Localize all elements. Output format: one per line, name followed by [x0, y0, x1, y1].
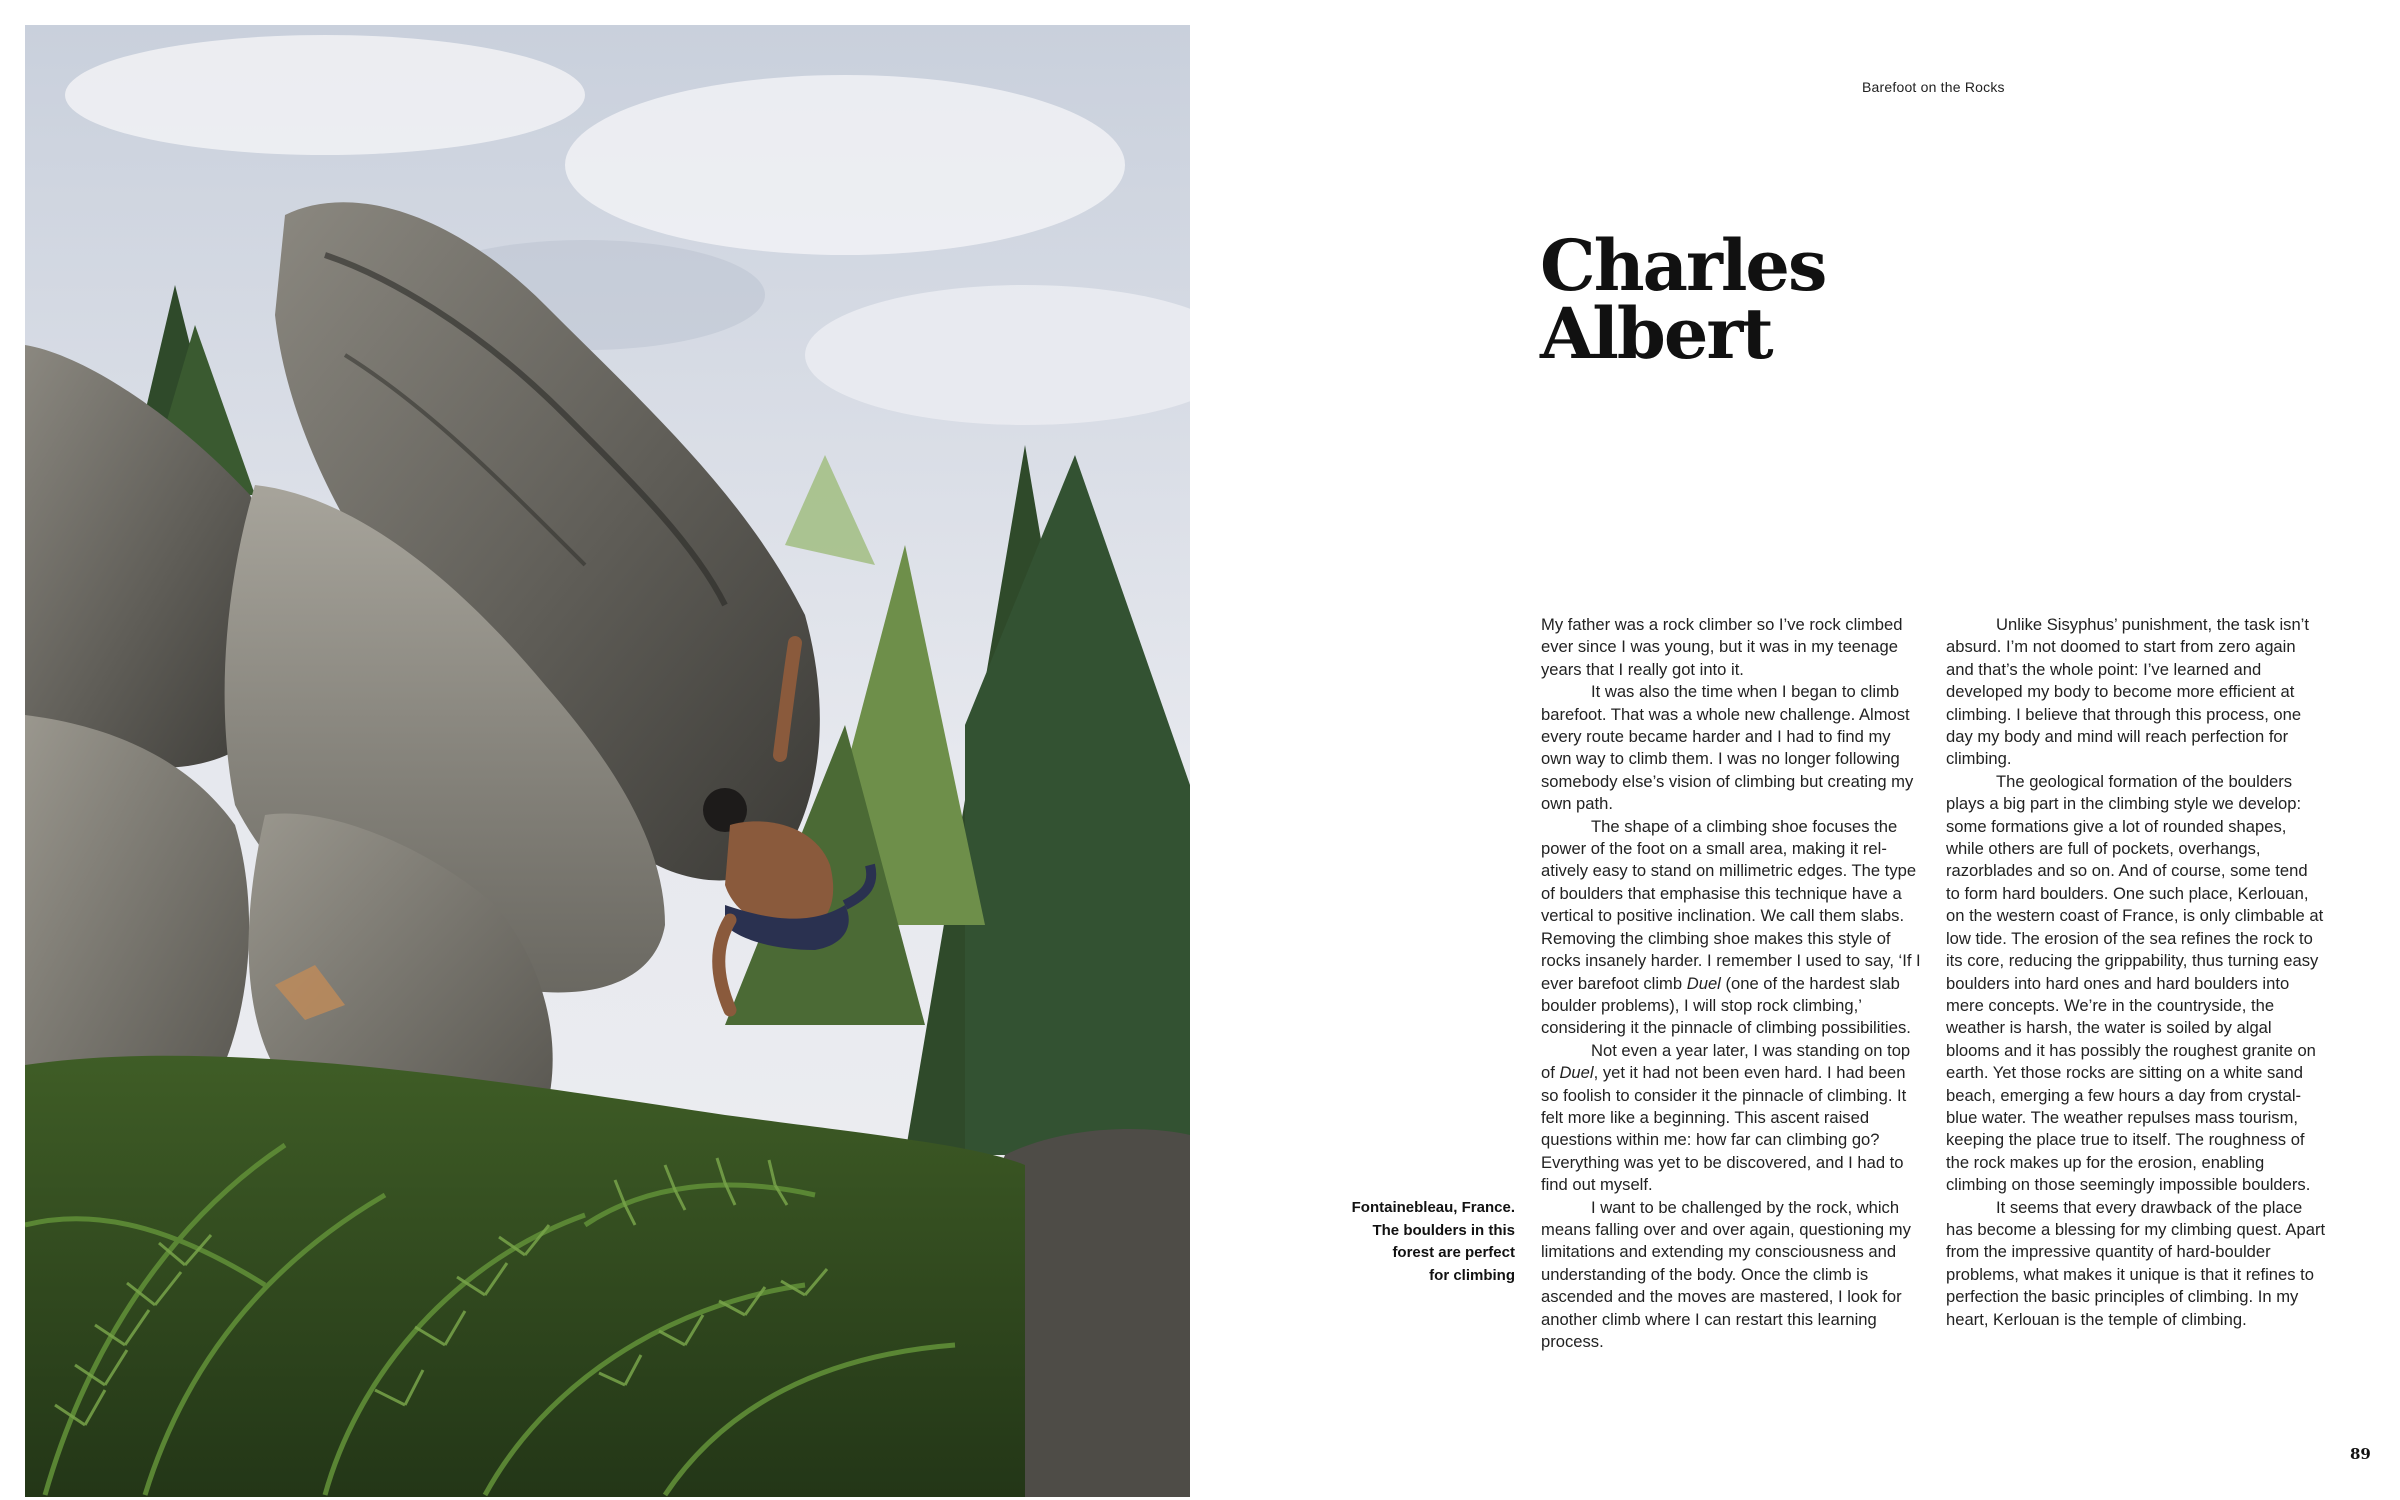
paragraph: Unlike Sisyphus’ punishment, the task isn’t absurd. I’m not doomed to start from zero again and that’s the whole point: I’ve learned and developed my body to become more efficient at climbing. I believe that through this process, one day my body and mind will reach perfection for climbing. — [1946, 615, 2309, 769]
body-column-left — [1541, 614, 1921, 1353]
paragraph-text: Not even a year later, I was standing on top of — [1541, 1040, 1911, 1083]
caption-line: for climbing — [1429, 1266, 1515, 1284]
title-line-first-name: Charles — [1540, 224, 1826, 307]
paragraph: I want to be challenged by the rock, which means falling over and over again, questioning my limitations and extending my consciousness and understanding of the body. Once the climb is ascended and the moves are mastered, I look for another climb where I can restart this learning process. — [1541, 1197, 1911, 1351]
bouldering-photo — [25, 25, 1190, 1497]
paragraph-text: , yet it had not been even hard. I had been so foolish to consider it the pinnacle of climbing. It felt more like a beginning. This ascent raised questions within me: how far can climbing go? Everything was yet to be discovered, and I had to find out myself. — [1541, 1063, 1907, 1195]
paragraph-text: (one of the hardest slab boulder problems), I will stop rock climbing,’ considering it the pinnacle of climbing possibilities. — [1541, 973, 1911, 1038]
route-name-emphasis: Duel — [1559, 1063, 1594, 1083]
paragraph: It was also the time when I began to climb barefoot. That was a whole new challenge. Almost every route became harder and I had to find my own way to climb them. I was no longer following somebody else’s vision of climbing but creating my own path. — [1541, 682, 1914, 814]
route-name-emphasis: Duel — [1686, 973, 1721, 993]
caption-line: The boulders in this — [1372, 1221, 1515, 1239]
page-number: 89 — [2350, 1445, 2371, 1463]
caption-line: forest are perfect — [1392, 1244, 1515, 1261]
caption-line: Fontainebleau, France. — [1351, 1199, 1515, 1216]
body-column-right — [1946, 614, 2326, 1331]
title-line-last-name: Albert — [1540, 292, 1772, 375]
paragraph: The geological formation of the boulders plays a big part in the climbing style we develop: some formations give a lot of rounded shapes, while others are full of pockets, overhangs, razorblades and so on. And of course, some tend to form hard boulders. One such place, Kerlouan, on the western coast of France, is only climbable at low tide. The erosion of the sea refines the rock to its core, reducing the grippability, thus turning easy boulders into hard ones and hard boulders into mere concepts. We’re in the countryside, the weather is harsh, the water is soiled by algal blooms and it has possibly the roughest granite on earth. Yet those rocks are sitting on a white sand beach, emerging a few hours a day from crystal-blue water. The weather repulses mass tourism, keeping the place true to itself. The roughness of the rock makes up for the erosion, enabling climbing on those seemingly impossible boulders. — [1946, 771, 2324, 1195]
paragraph: My father was a rock climber so I’ve rock climbed ever since I was young, but it was in my teenage years that I really got into it. — [1541, 615, 1903, 679]
climber-on-boulder-image — [25, 25, 1190, 1497]
paragraph: It seems that every drawback of the place has become a blessing for my climbing quest. Apart from the impressive quantity of hard-boulder problems, what makes it unique is that it refines to perfection the basic principles of climbing. In my heart, Kerlouan is the temple of climbing. — [1946, 1197, 2326, 1329]
paragraph-text: The shape of a climbing shoe focuses the power of the foot on a small area, making it relatively easy to stand on millimetric edges. The type of boulders that emphasise this technique have a vertical to positive inclination. We call them slabs. Removing the climbing shoe makes this style of rocks insanely harder. I remember I used to say, ‘If I ever barefoot climb — [1541, 816, 1921, 993]
paragraph — [1541, 1040, 1921, 1197]
photo-caption — [1330, 1197, 1515, 1287]
paragraph — [1541, 816, 1921, 1040]
article-title — [1540, 224, 2240, 375]
running-head: Barefoot on the Rocks — [1862, 79, 2005, 95]
